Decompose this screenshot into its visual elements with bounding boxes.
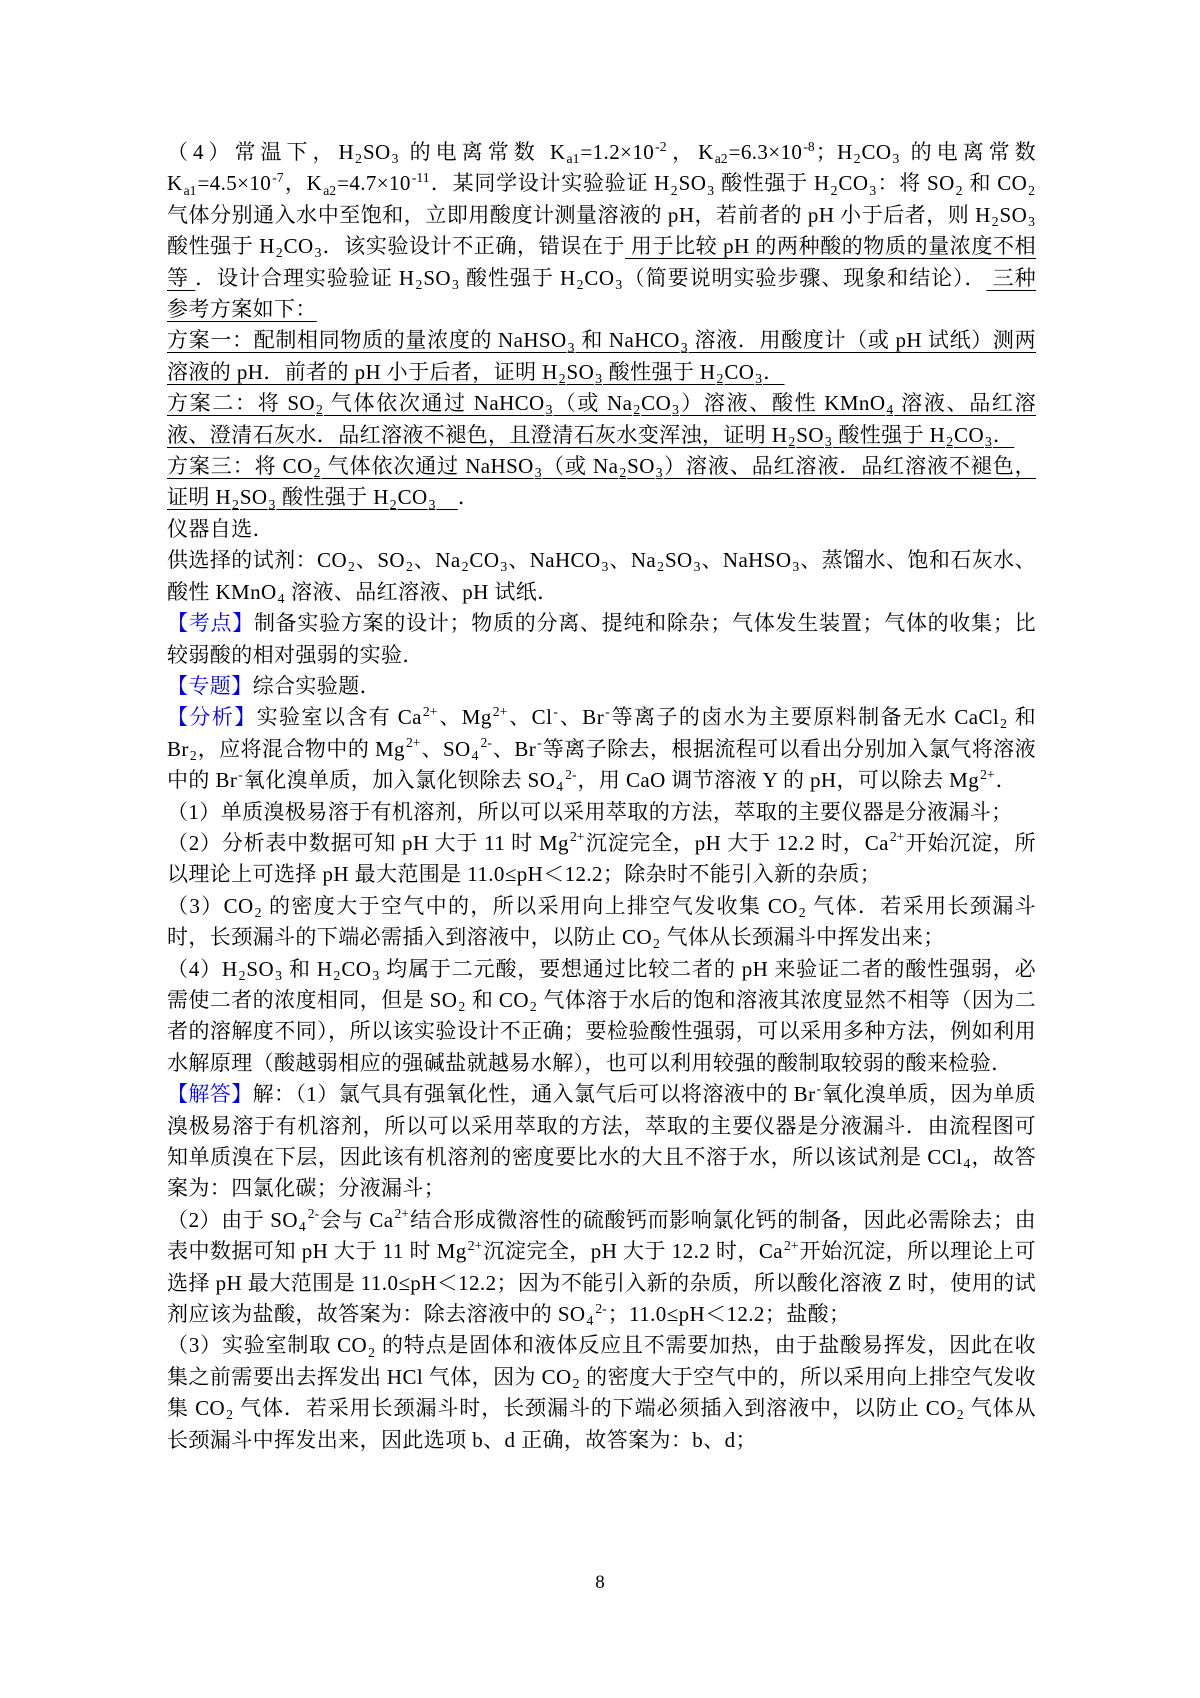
subscript: 2 [415,276,423,292]
subscript: 2 [316,402,323,418]
subscript: 2 [670,182,678,198]
subscript: 2 [798,904,806,920]
underlined-answer: 方案一：配制相同物质的量浓度的 NaHSO3 和 NaHCO3 溶液．用酸度计（或 pH 试纸）测两溶液的 pH．前者的 pH 小于后者，证明 H2SO3 酸性强于 H2CO3． [167,328,1036,386]
subscript: 2 [955,182,963,198]
subscript: 2 [232,496,239,512]
page-number: 8 [595,1572,605,1593]
subscript: 3 [869,182,877,198]
subscript: 2 [946,433,954,449]
subscript: 3 [428,496,436,512]
subscript: 3 [601,559,609,575]
section-label: 【分析】 [167,705,257,730]
superscript: -7 [272,169,284,185]
subscript: a2 [323,182,337,198]
subscript: a2 [714,151,728,167]
superscript: - [537,735,542,751]
subscript: 2 [991,213,999,229]
subscript: 2 [461,559,469,575]
subscript: 2 [572,1375,580,1391]
subscript: 2 [529,999,537,1015]
subscript: 3 [615,276,623,292]
subscript: 4 [298,1218,306,1234]
paragraph-analysis-4: （4）H2SO3 和 H2CO3 均属于二元酸，要想通过比较二者的 pH 来验证二者的酸性强弱，必需使二者的浓度相同，但是 SO2 和 CO2 气体溶于水后的饱和溶液其浓度显然不相等（因为二者的溶解度不同），所以该实验设计不正确；要检验酸性强弱，可以采用多种方法，例如利用水解原理（酸越弱相应的强碱盐就越易水解），也可以利用较强的酸制取较弱的酸来检验． [167,956,1036,1075]
subscript: 3 [500,559,508,575]
section-label: 【考点】 [167,611,254,636]
subscript: 2 [633,402,641,418]
subscript: 3 [595,370,603,386]
document-body [167,137,1036,1456]
subscript: 2 [716,370,724,386]
subscript: 2 [348,559,355,575]
paragraph-answer: 【解答】解：（1）氯气具有强氧化性，通入氯气后可以将溶液中的 Br-氧化溴单质，因为单质溴极易溶于有机溶剂，所以可以采用萃取的方法，萃取的主要仪器是分液漏斗．由流程图可知单质溴在下层，因此该有机溶剂的密度要比水的大且不溶于水，所以该试剂是 CCl4，故答案为：四氯化碳；分液漏斗； [167,1080,1037,1201]
paragraph-topic: 【专题】综合实验题． [167,673,382,698]
subscript: 2 [788,433,796,449]
subscript: 3 [792,559,800,575]
superscript: 2+ [492,703,508,719]
subscript: 2 [254,904,262,920]
subscript: 3 [707,182,715,198]
subscript: a1 [183,182,197,198]
subscript: 3 [680,339,688,355]
subscript: 3 [693,559,701,575]
paragraph-analysis-3: （3）CO2 的密度大于空气中的，所以采用向上排空气发收集 CO2 气体．若采用长颈漏斗时，长颈漏斗的下端必需插入到溶液中，以防止 CO2 气体从长颈漏斗中挥发出来； [167,893,1036,952]
subscript: 4 [277,590,285,606]
paragraph-analysis-1: （1）单质溴极易溶于有机溶剂，所以可以采用萃取的方法，萃取的主要仪器是分液漏斗； [167,799,1013,824]
subscript: 3 [534,465,542,481]
underlined-answer: 三种参考方案如下： [167,265,1036,322]
superscript: 2+ [569,829,585,845]
subscript: 2 [619,465,627,481]
subscript: 3 [545,402,553,418]
superscript: - [553,703,558,719]
superscript: 2+ [467,1237,483,1253]
subscript: 2 [275,245,283,261]
subscript: 2 [333,967,341,983]
section-label: 【专题】 [167,673,253,698]
subscript: 2 [653,936,660,952]
subscript: 2 [853,151,861,167]
subscript: 3 [372,967,380,983]
subscript: 2 [189,747,197,763]
underlined-answer: 用于比较 pH 的两种酸的物质的量浓度不相等 [167,234,1036,290]
paragraph-plan1 [167,325,1036,388]
paragraph-analysis: 【分析】实验室以含有 $Ca^{2+}$、$Mg^{2+}$、Cl-、Br-等离子的卤水为主要原料制备无水 CaCl2 和 Br2，应将混合物中的 $Mg^{2+}$、$SO4^{2-}$、Br-等离子除去，根据流程可以看出分别加入氯气将溶液中的 Br-氧化溴单质，加入氯化钡除去 $SO4^{2-}$，用 CaO 调节溶液 Y 的 pH，可以除去 $Mg^{2+}$． [167,703,1037,795]
superscript: -8 [803,138,815,154]
subscript: 2 [657,559,664,575]
underlined-answer: 方案三：将 CO2 气体依次通过 NaHSO3（或 Na2SO3）溶液、品红溶液．品红溶液不褪色，证明 H2SO3 酸性强于 H2CO3 [167,454,1036,512]
paragraph-plan2 [167,388,1036,451]
paragraph-answer-3: （3）实验室制取 CO2 的特点是固体和液体反应且不需要加热，由于盐酸易挥发，因此在收集之前需要出去挥发出 HCl 气体，因为 CO2 的密度大于空气中的，所以采用向上排空气发收集 CO2 气体．若采用长颈漏斗时，长颈漏斗的下端必须插入到溶液中，以防止 CO2 气体从长颈漏斗中挥发出来，因此选项 b、d 正确，故答案为：b、d； [167,1333,1037,1452]
subscript: a1 [566,151,580,167]
paragraph-analysis-2: （2）分析表中数据可知 pH 大于 11 时 $Mg^{2+}$沉淀完全，pH 大于 12.2 时，$Ca^{2+}$开始沉淀，所以理论上可选择 pH 最大范围是 11.0≤pH＜12.2；除杂时不能引入新的杂质； [167,829,1036,887]
paragraph-answer-2: （2）由于 $SO4^{2-}$会与 $Ca^{2+}$结合形成微溶性的硫酸钙而影响氯化钙的制备，因此必需除去；由表中数据可知 pH 大于 11 时 $Mg^{2+}$沉淀完全，pH 大于 12.2 时，$Ca^{2+}$开始沉淀，所以理论上可选择 pH 最大范围是 11.0≤pH＜12.2；因为不能引入新的杂质，所以酸化溶液 Z 时，使用的试剂应该为盐酸，故答案为：除去溶液中的 $SO4^{2-}$；11.0≤pH＜12.2；盐酸； [167,1206,1037,1329]
superscript: 2+ [980,766,995,782]
subscript: 3 [672,402,679,418]
paragraph-part4-question: （4）常温下，H2SO3 的电离常数 $Ka1=1.2\times 10^{-2}$，$Ka2=6.3\times 10^{-8}$；H2CO3 的电离常数 $Ka1=4.5\times 10^{-7}$，$Ka2=4.7\times 10^{-11}$．某同学设计实验验证 H2SO3 酸性强于 H2CO3：将 SO2 和 CO2 气体分别通入水中至饱和，立即用酸度计测量溶液的 pH，若前者的 pH 小于后者，则 H2SO3 酸性强于 H2CO3．该实验设计不正确，错误在于 用于比较 pH 的两种酸的物质的量浓度不相等 ．设计合理实验验证 H2SO3 酸性强于 H2CO3（简要说明实验步骤、现象和结论）． 三种参考方案如下： [167,138,1037,322]
subscript: 3 [314,245,322,261]
subscript: 2 [389,496,397,512]
subscript: 2 [368,1344,375,1360]
superscript: -2 [655,138,667,154]
subscript: 2 [355,151,362,167]
subscript: 2 [1028,182,1035,198]
subscript: 3 [755,370,763,386]
subscript: 2 [405,559,413,575]
subscript: 2 [576,276,584,292]
superscript: 2+ [889,829,905,845]
subscript: 2 [226,1407,233,1423]
subscript: 4 [886,402,894,418]
subscript: 3 [391,151,399,167]
subscript: 3 [451,276,459,292]
superscript: - [238,766,243,782]
subscript: 2 [1000,716,1007,732]
subscript: 2 [956,1407,964,1423]
subscript: 3 [268,496,276,512]
superscript: 2+ [405,735,421,751]
subscript: 3 [275,967,282,983]
paragraph-instruments: 仪器自选． [167,516,274,541]
paragraph-exam-points: 【考点】制备实验方案的设计；物质的分离、提纯和除杂；气体发生装置；气体的收集；比较弱酸的相对强弱的实验． [167,611,1036,667]
paragraph-reagents: 供选择的试剂：CO2、SO2、Na2CO3、NaHCO3、Na2SO3、NaHSO3、蒸馏水、饱和石灰水、酸性 KMnO4 溶液、品红溶液、pH 试纸． [167,548,1037,606]
subscript: 3 [567,339,575,355]
subscript: 3 [824,433,832,449]
subscript: 3 [985,433,992,449]
superscript: - [605,703,610,719]
subscript: 2 [238,967,246,983]
paragraph-plan3: 方案三：将 CO2 气体依次通过 NaHSO3（或 Na2SO3）溶液、品红溶液．品红溶液不褪色，证明 H2SO3 酸性强于 H2CO3 ． [167,454,1036,512]
superscript: - [816,1080,822,1096]
subscript: 2 [313,465,321,481]
subscript: 2 [558,370,566,386]
superscript: 2- [595,1300,607,1316]
subscript: 4 [586,1313,594,1329]
subscript: 2 [458,999,466,1015]
superscript: 2- [307,1206,320,1222]
subscript: 4 [963,1156,971,1172]
superscript: 2- [480,735,492,751]
underlined-answer: 方案二：将 SO2 气体依次通过 NaHCO3（或 Na2CO3）溶液、酸性 KMnO4 溶液、品红溶液、澄清石灰水．品红溶液不褪色，且澄清石灰水变浑浊，证明 H2SO3 酸性强于 H2CO3． [167,391,1036,449]
superscript: -11 [411,169,430,185]
subscript: 2 [830,182,838,198]
subscript: 3 [1028,213,1035,229]
subscript: 4 [471,747,479,763]
subscript: 3 [892,151,900,167]
section-label: 【解答】 [167,1082,253,1107]
subscript: 4 [556,779,564,795]
superscript: 2+ [394,1206,409,1222]
superscript: 2- [565,766,577,782]
superscript: 2+ [422,703,438,719]
subscript: 3 [655,465,663,481]
superscript: 2+ [784,1237,799,1253]
